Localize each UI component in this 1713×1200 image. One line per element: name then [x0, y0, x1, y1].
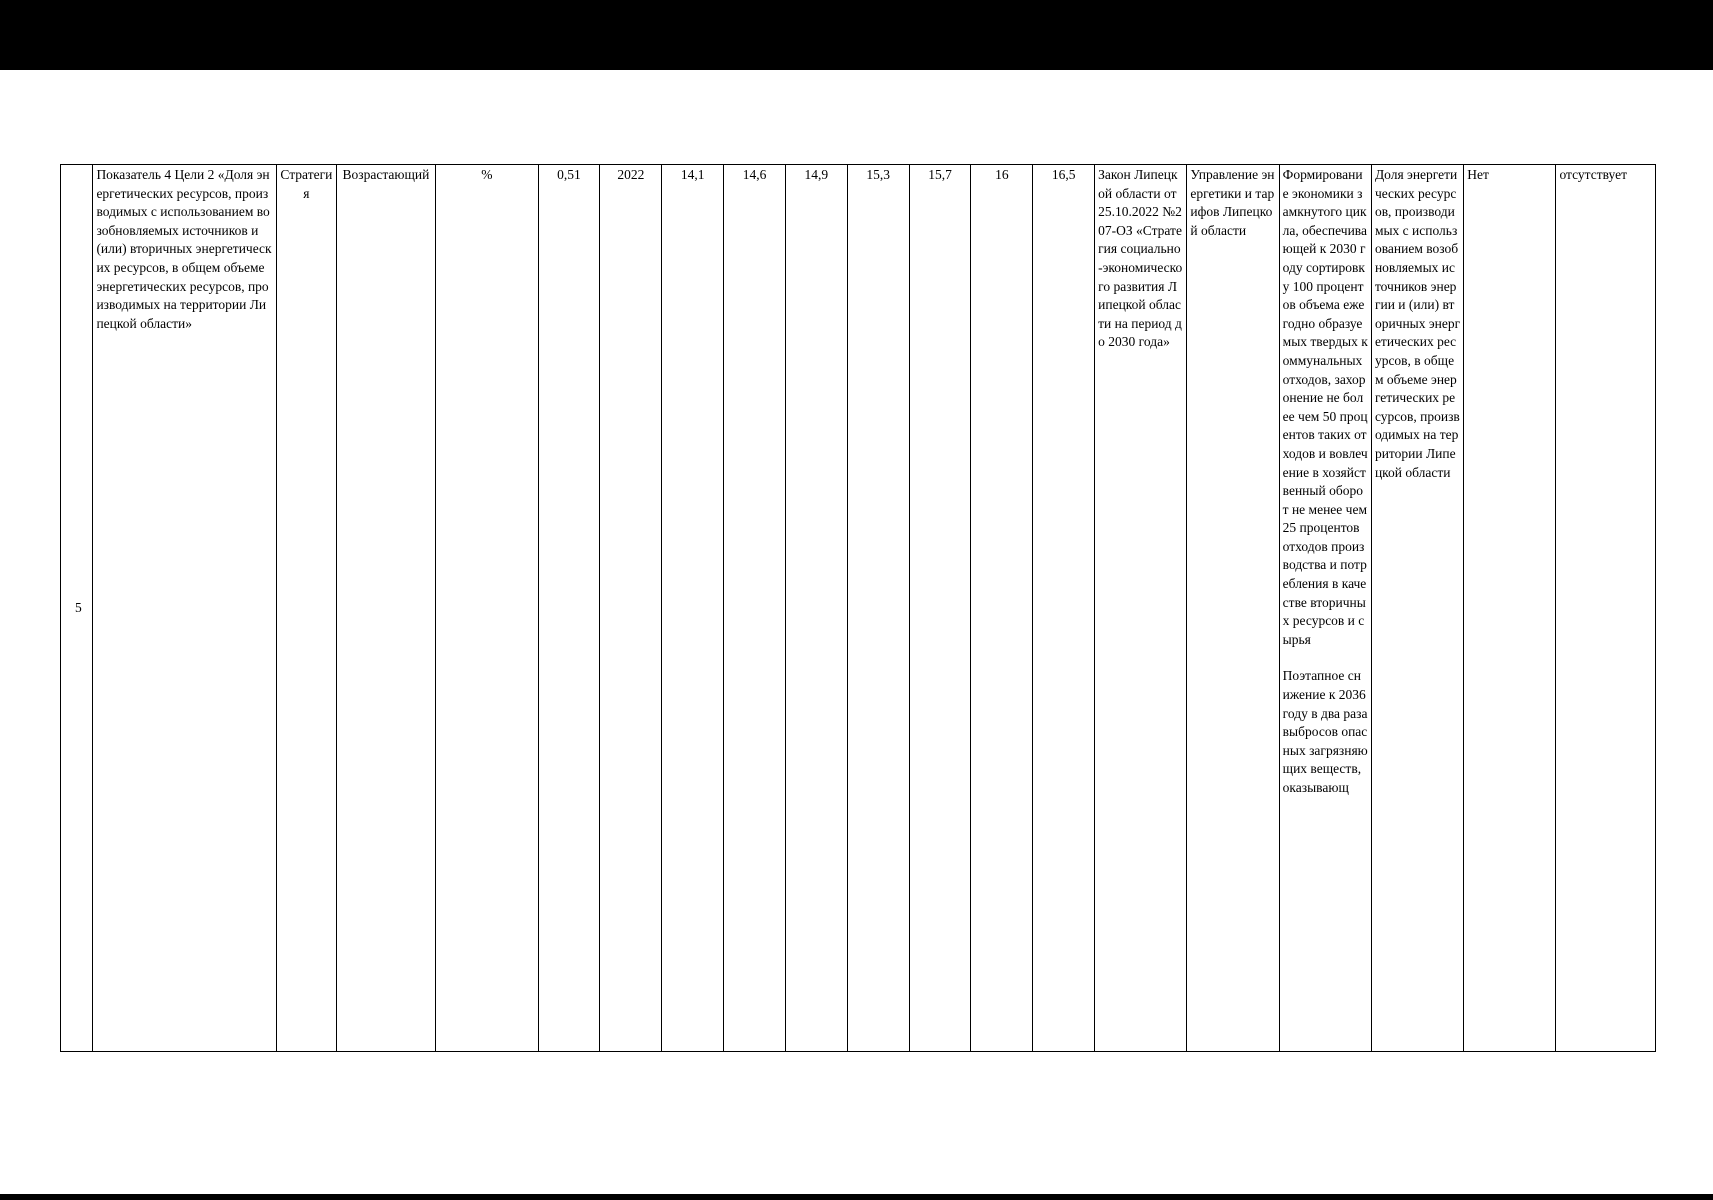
- document-page: [60, 164, 1656, 1052]
- level-cell: Стратегия: [276, 165, 336, 1052]
- document-cell: Закон Липецкой области от 25.10.2022 №207-ОЗ «Стратегия социально-экономического развития Липецкой области на период до 2030 года»: [1095, 165, 1187, 1052]
- value-2025-cell: 14,6: [724, 165, 786, 1052]
- value-2028-cell: 15,7: [909, 165, 971, 1052]
- value-2026-cell: 14,9: [785, 165, 847, 1052]
- info-system-cell: отсутствует: [1556, 165, 1656, 1052]
- base-year-cell: 2022: [600, 165, 662, 1052]
- scan-bottom-band: [0, 1194, 1713, 1200]
- national-goal-paragraph-2: Поэтапное снижение к 2036 году в два раза выбросов опасных загрязняющих веществ, оказывающ: [1282, 668, 1368, 795]
- responsible-cell: Управление энергетики и тарифов Липецкой области: [1187, 165, 1279, 1052]
- scan-top-band: [0, 0, 1713, 70]
- value-2027-cell: 15,3: [847, 165, 909, 1052]
- table-row: [61, 165, 1656, 1052]
- value-2030-cell: 16,5: [1033, 165, 1095, 1052]
- trend-cell: Возрастающий: [336, 165, 435, 1052]
- row-number-cell: [61, 165, 93, 1052]
- national-goal-cell: [1279, 165, 1371, 1052]
- value-2029-cell: 16: [971, 165, 1033, 1052]
- unit-cell: %: [436, 165, 538, 1052]
- row-number: 5: [75, 599, 82, 615]
- value-2024-cell: 14,1: [662, 165, 724, 1052]
- national-goal-paragraph-1: Формирование экономики замкнутого цикла, обеспечивающей к 2030 году сортировку 100 процентов объема ежегодно образуемых твердых коммунальных отходов, захоронение не более чем 50 процентов таких отходов и вовлечение в хозяйственный оборот не менее чем 25 процентов отходов производства и потребления в качестве вторичных ресурсов и сырья: [1282, 167, 1368, 647]
- national-indicator-cell: Доля энергетических ресурсов, производимых с использованием возобновляемых источников энергии и (или) вторичных энергетических ресурсов, в общем объеме энергетических ресурсов, производимых на территории Липецкой области: [1371, 165, 1463, 1052]
- indicator-table: [60, 164, 1656, 1052]
- base-value-cell: 0,51: [538, 165, 600, 1052]
- indicator-name-cell: Показатель 4 Цели 2 «Доля энергетических ресурсов, производимых с использованием возобновляемых источников и (или) вторичных энергетических ресурсов, в общем объеме энергетических ресурсов, производимых на территории Липецкой области»: [93, 165, 277, 1052]
- gp-link-cell: Нет: [1464, 165, 1556, 1052]
